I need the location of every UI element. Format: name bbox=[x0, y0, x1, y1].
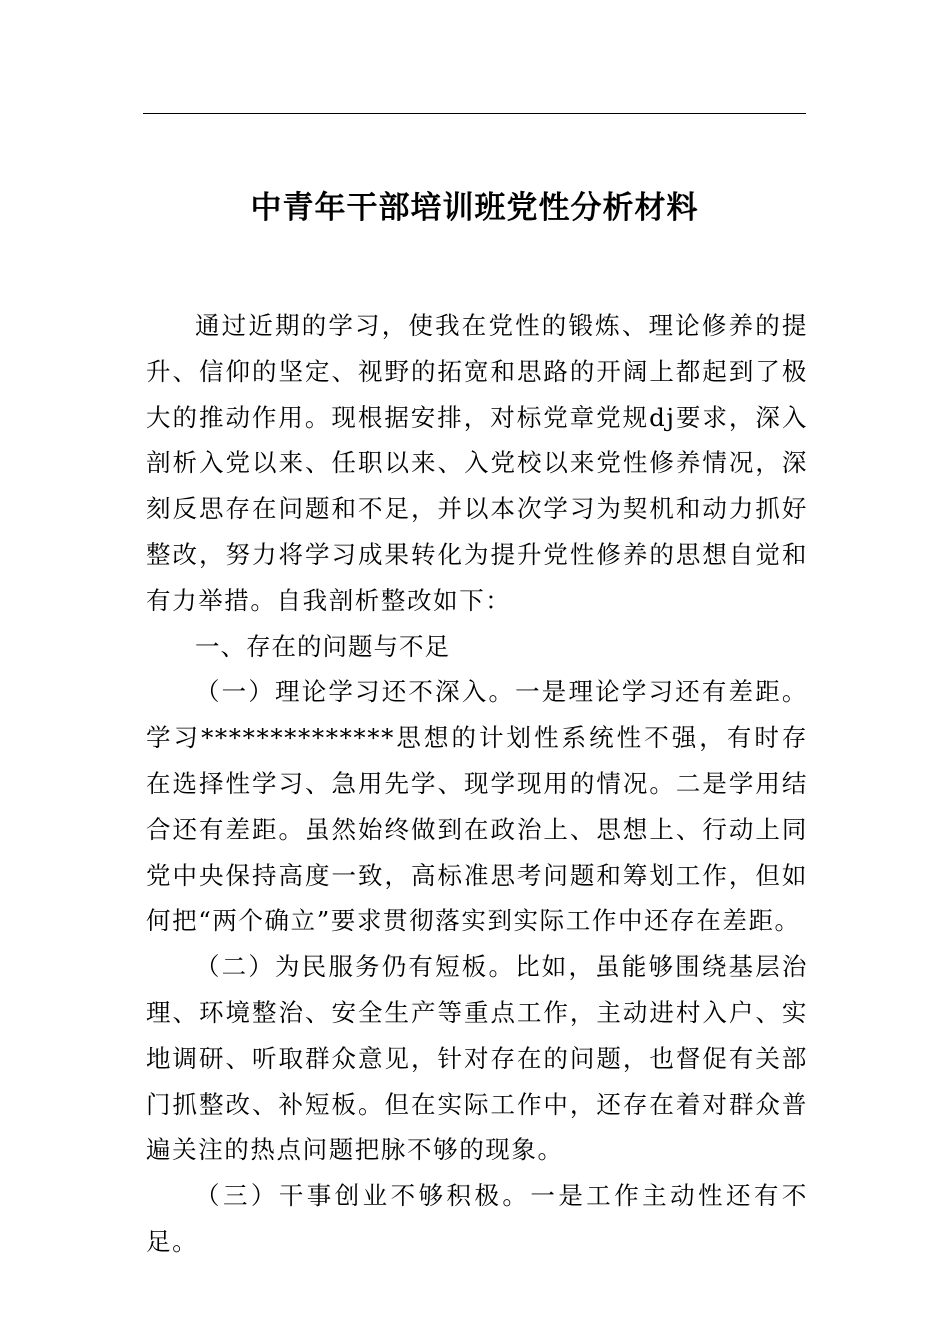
header-rule bbox=[143, 113, 806, 114]
document-title: 中青年干部培训班党性分析材料 bbox=[250, 190, 699, 226]
document-body bbox=[146, 303, 808, 1265]
section-paragraph-2: （二）为民服务仍有短板。比如，虽能够围绕基层治理、环境整治、安全生产等重点工作，主动进村入户、实地调研、听取群众意见，针对存在的问题，也督促有关部门抓整改、补短板。但在实际工作中，还存在着对群众普遍关注的热点问题把脉不够的现象。 bbox=[146, 952, 808, 1165]
section-paragraph-3: （三）干事创业不够积极。一是工作主动性还有不足。 bbox=[146, 1181, 808, 1256]
section-paragraph-1: （一）理论学习还不深入。一是理论学习还有差距。学习**************思想的计划性系统性不强，有时存在选择性学习、急用先学、现学现用的情况。二是学用结合还有差距。虽然始终做到在政治上、思想上、行动上同党中央保持高度一致，高标准思考问题和筹划工作，但如何把“两个确立”要求贯彻落实到实际工作中还存在差距。 bbox=[146, 677, 808, 936]
intro-paragraph: 通过近期的学习，使我在党性的锻炼、理论修养的提升、信仰的坚定、视野的拓宽和思路的开阔上都起到了极大的推动作用。现根据安排，对标党章党规dj要求，深入剖析入党以来、任职以来、入党校以来党性修养情况，深刻反思存在问题和不足，并以本次学习为契机和动力抓好整改，努力将学习成果转化为提升党性修养的思想自觉和有力举措。自我剖析整改如下： bbox=[146, 311, 808, 615]
section-heading: 一、存在的问题与不足 bbox=[195, 631, 450, 661]
